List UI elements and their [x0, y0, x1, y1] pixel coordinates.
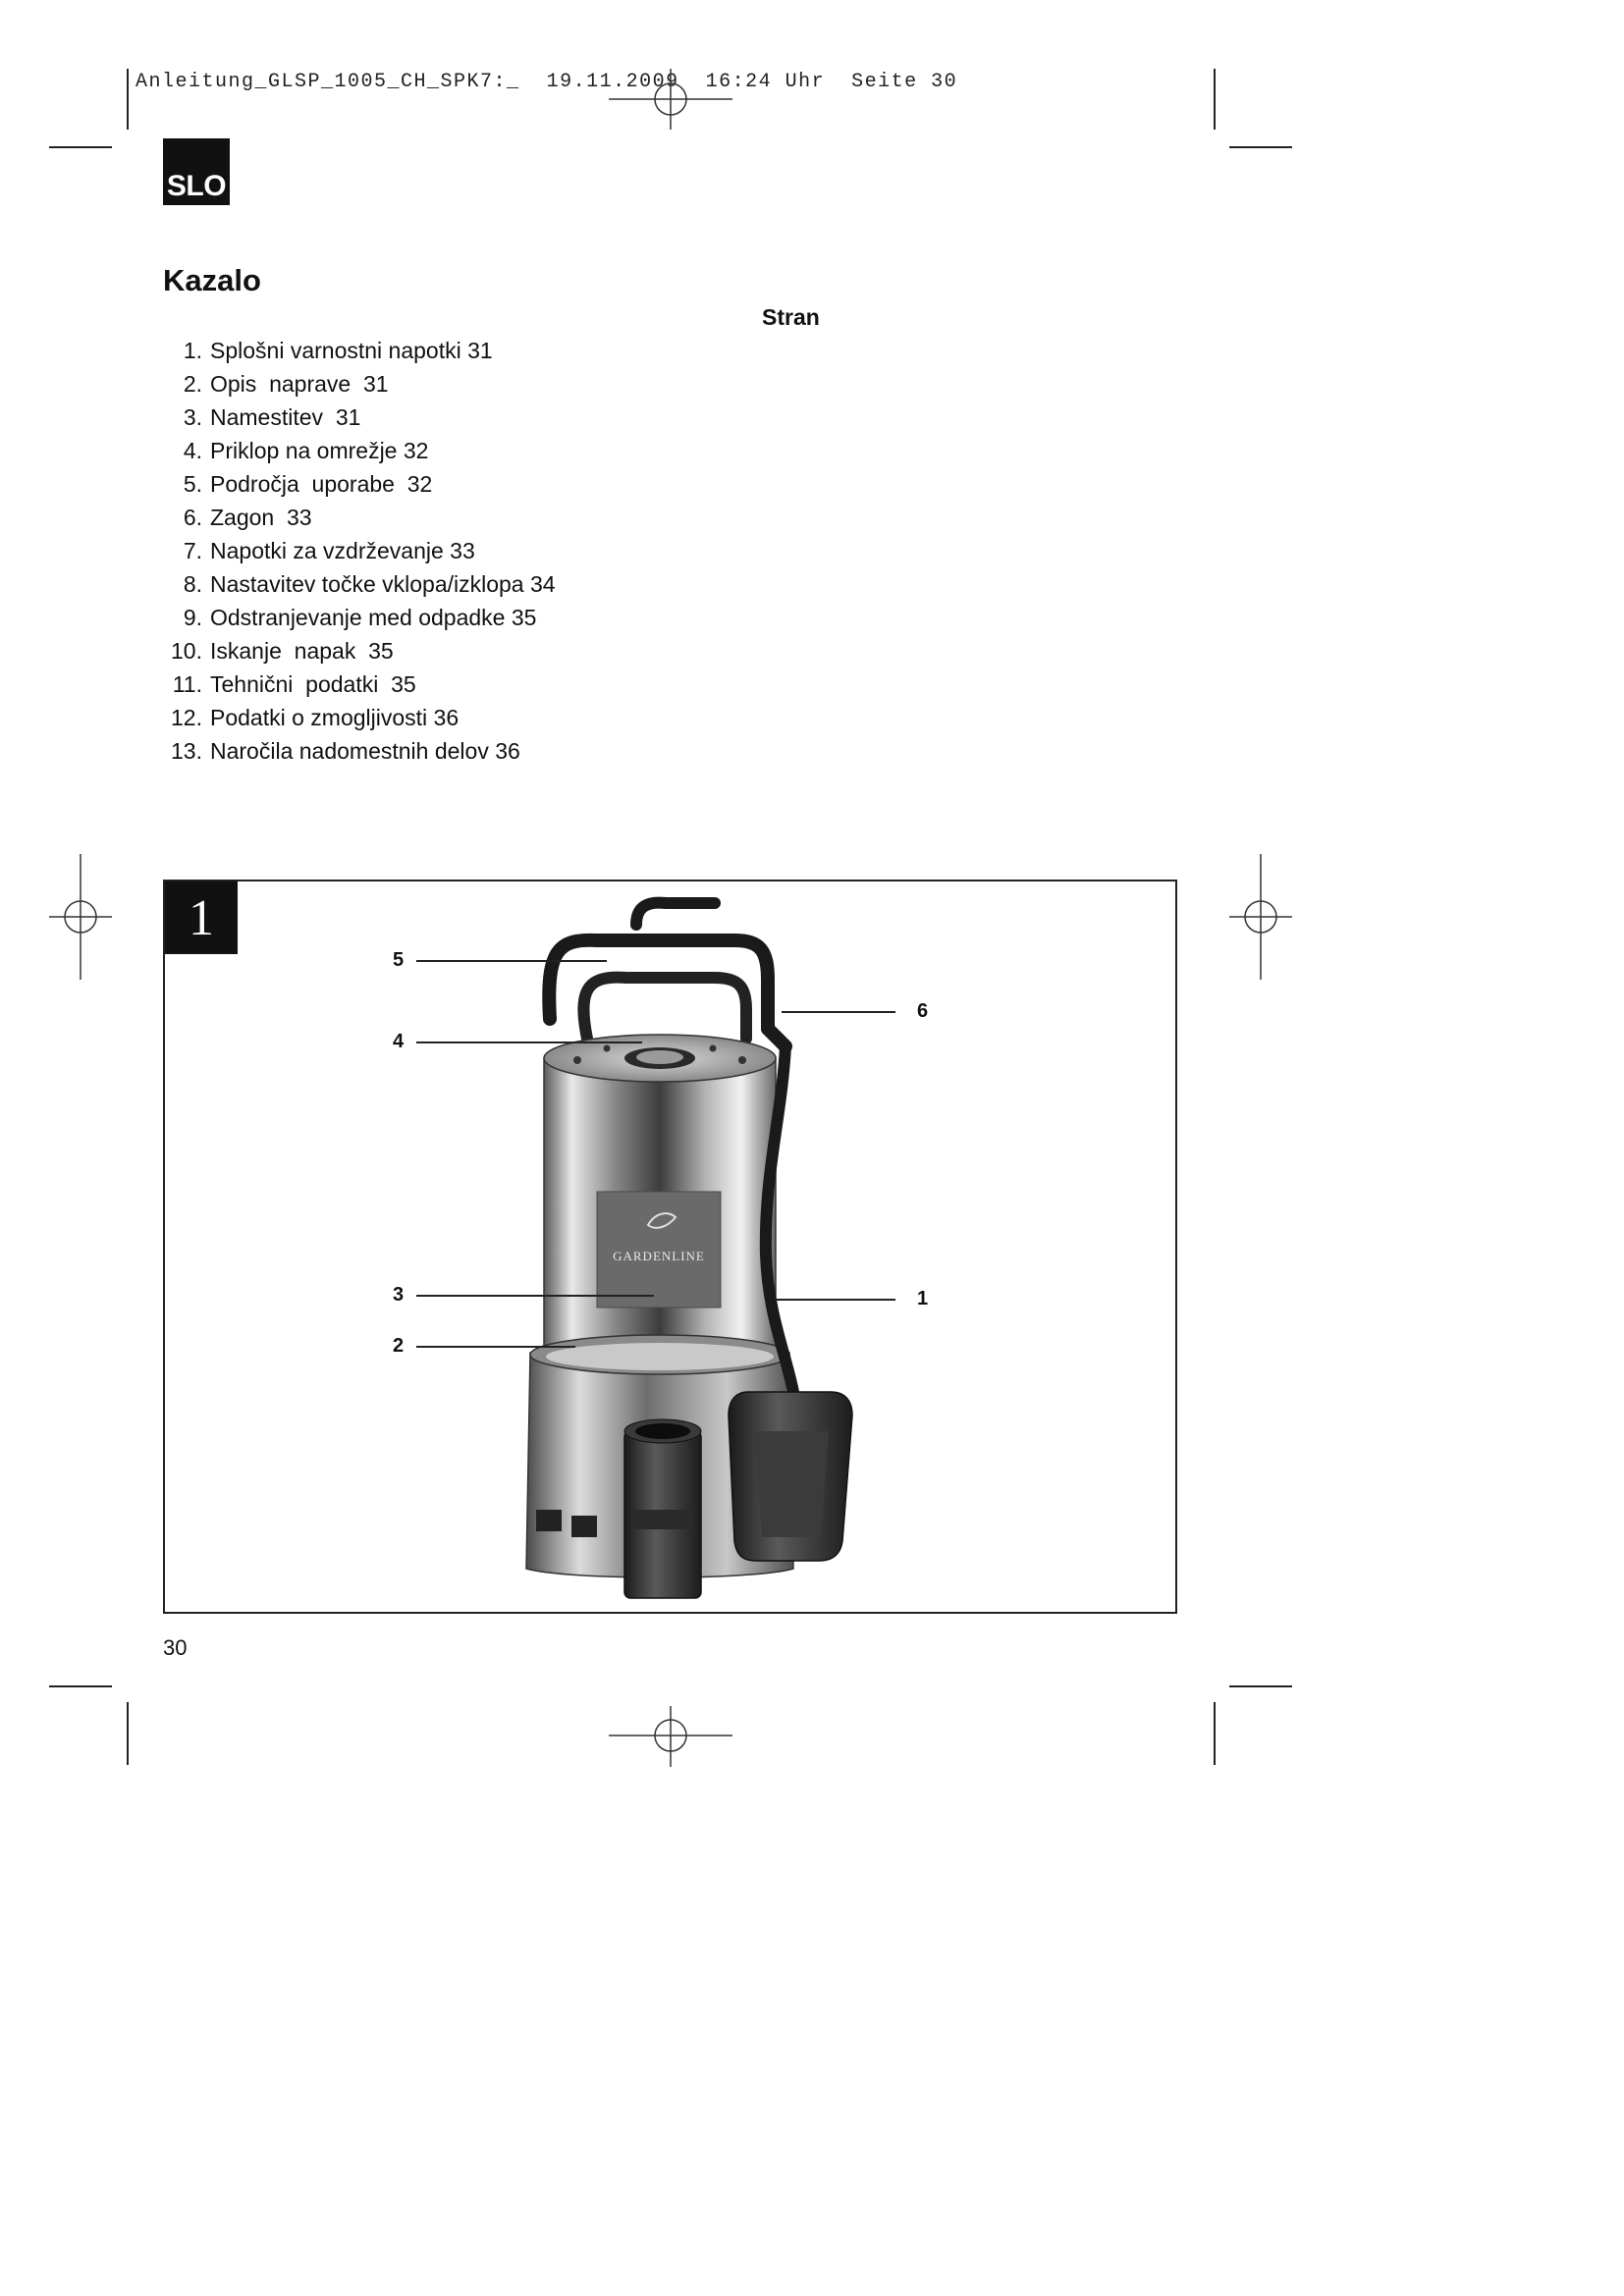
toc-item-text: Splošni varnostni napotki 31	[210, 338, 493, 363]
toc-item-number: 5.	[183, 471, 202, 497]
toc-item-number: 3.	[183, 404, 202, 430]
callout-1: 1	[917, 1288, 929, 1309]
callout-5: 5	[393, 949, 405, 971]
toc-page-column-header: Stran	[762, 304, 820, 330]
toc-item-text: Namestitev 31	[210, 404, 361, 430]
print-header-filename: Anleitung_GLSP_1005_CH_SPK7:_	[135, 71, 520, 93]
toc-item-text: Nastavitev točke vklopa/izklopa 34	[210, 571, 556, 597]
toc-item-number: 4.	[183, 438, 202, 463]
callout-3: 3	[393, 1284, 405, 1306]
toc-item-text: Odstranjevanje med odpadke 35	[210, 605, 537, 630]
toc-item	[163, 534, 556, 567]
toc-item-number: 12.	[171, 705, 202, 730]
toc-item	[163, 734, 556, 768]
toc-item	[163, 367, 556, 400]
toc-item-number: 9.	[183, 605, 202, 630]
print-header-page: Seite 30	[851, 71, 958, 93]
toc-item	[163, 667, 556, 701]
toc-item	[163, 601, 556, 634]
toc-title: Kazalo	[163, 263, 261, 297]
toc-item-text: Podatki o zmogljivosti 36	[210, 705, 460, 730]
toc-item-number: 1.	[183, 338, 202, 363]
toc-item-text: Zagon 33	[210, 505, 312, 530]
toc-item-number: 8.	[183, 571, 202, 597]
print-header-time: 16:24 Uhr	[705, 71, 826, 93]
callout-4: 4	[393, 1031, 405, 1052]
figure-1	[163, 880, 1177, 1614]
toc-item-text: Priklop na omrežje 32	[210, 438, 429, 463]
toc-item-text: Napotki za vzdrževanje 33	[210, 538, 475, 563]
toc-item	[163, 334, 556, 367]
toc-item-text: Iskanje napak 35	[210, 638, 394, 664]
toc-item-text: Področja uporabe 32	[210, 471, 433, 497]
toc-item-number: 7.	[183, 538, 202, 563]
figure-number-badge: 1	[165, 881, 238, 954]
print-header-date: 19.11.2009	[546, 71, 679, 93]
toc-item-number: 6.	[183, 505, 202, 530]
toc-item-number: 11.	[172, 671, 202, 697]
callout-2: 2	[393, 1335, 405, 1357]
toc-item-number: 10.	[171, 638, 202, 664]
callout-6: 6	[917, 1000, 929, 1022]
toc-item-text: Tehnični podatki 35	[210, 671, 416, 697]
toc-item	[163, 467, 556, 501]
language-badge: SLO	[163, 138, 230, 205]
toc-item	[163, 567, 556, 601]
brand-label: GARDENLINE	[613, 1249, 705, 1263]
toc-item	[163, 400, 556, 434]
toc-item	[163, 434, 556, 467]
registration-mark-top	[609, 69, 732, 130]
toc-item-number: 2.	[183, 371, 202, 397]
registration-mark-bottom	[609, 1706, 732, 1767]
toc-item-text: Naročila nadomestnih delov 36	[210, 738, 520, 764]
registration-mark-left	[49, 854, 112, 980]
page-number: 30	[163, 1635, 188, 1660]
pump-illustration	[165, 881, 1175, 1612]
toc-item	[163, 701, 556, 734]
toc-list	[163, 334, 556, 768]
toc-item	[163, 501, 556, 534]
toc-item	[163, 634, 556, 667]
registration-mark-right	[1229, 854, 1292, 980]
toc-item-number: 13.	[171, 738, 202, 764]
toc-item-text: Opis naprave 31	[210, 371, 389, 397]
